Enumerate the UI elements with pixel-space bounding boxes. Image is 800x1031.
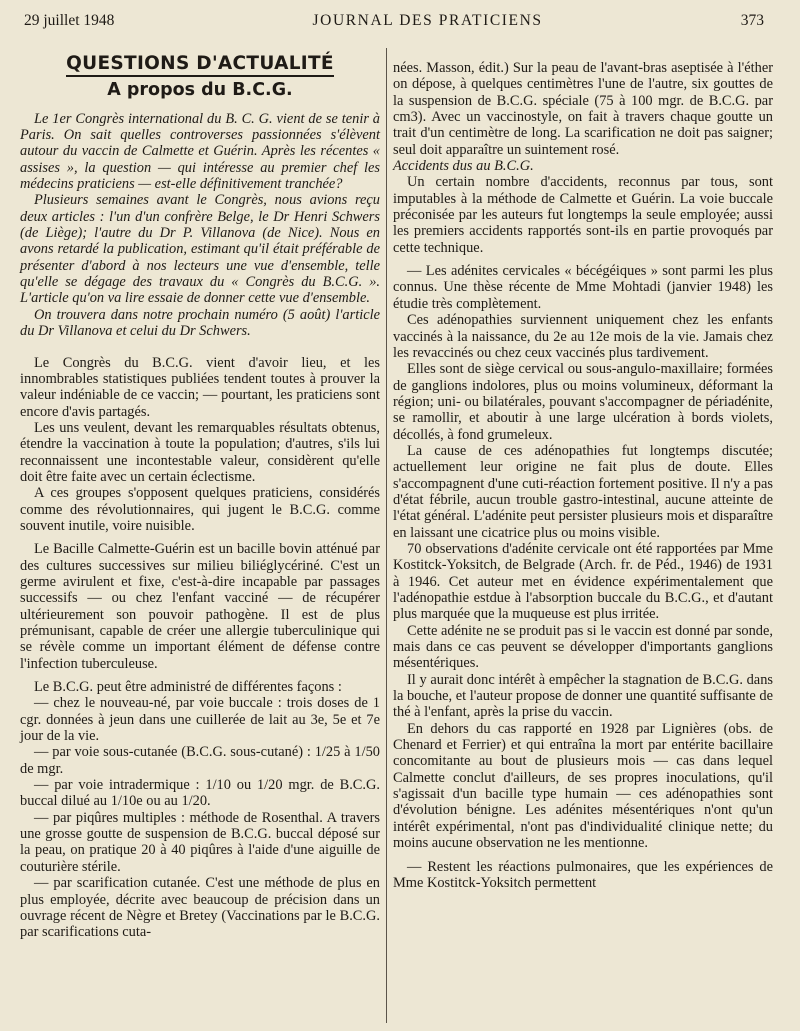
issue-date: 29 juillet 1948 xyxy=(24,12,115,29)
right-column xyxy=(393,60,773,891)
body-paragraph: Le B.C.G. peut être administré de différentes façons : xyxy=(34,679,342,696)
body-paragraph: — Restent les réactions pulmonaires, que les expériences de Mme Kostitck-Yoksitch permettent xyxy=(393,858,773,891)
journal-title: JOURNAL DES PRATICIENS xyxy=(312,12,543,29)
body-paragraph: — Les adénites cervicales « bécégéiques » sont parmi les plus connus. Une thèse récente de Mme Mohtadi (janvier 1948) les étudie très complètement. xyxy=(393,263,773,312)
body-paragraph: Elles sont de siège cervical ou sous-angulo-maxillaire; formées de ganglions indolores, plus ou moins volumineux, déformant la région; uni- ou bilatérales, pouvant s'accompagner de périadénite, se ramollir, et aboutir à une large ulcération à bords violets, décollés, à fond grumeleux. xyxy=(393,361,773,443)
running-header xyxy=(24,12,764,34)
body-paragraph: Un certain nombre d'accidents, reconnus par tous, sont imputables à la méthode de Calmette et Guérin. La voie buccale préconisée par les auteurs fut longtemps la seule employée; aussi les premiers accidents rapportés sont-ils en partie provoqués par cette technique. xyxy=(393,174,773,256)
intro-paragraph: Le 1er Congrès international du B. C. G. vient de se tenir à Paris. On sait quelles controverses passionnées s'élèvent autour du vaccin de Calmette et Guérin. Après les récentes « assises », la question — qui intéresse au premier chef les médecins praticiens — est-elle définitivement tranchée? xyxy=(20,110,380,193)
left-column xyxy=(20,46,380,941)
page-number: 373 xyxy=(740,12,764,29)
body-paragraph: Les uns veulent, devant les remarquables résultats obtenus, étendre la vaccination à toute la population; d'autres, s'ils lui reconnaissent une incontestable valeur, considèrent qu'elle doit être faite avec un certain éclectisme. xyxy=(20,419,380,485)
body-paragraph: En dehors du cas rapporté en 1928 par Lignières (obs. de Chenard et Ferrier) et qui entraîna la mort par entérite bacillaire concomitante au bout de plusieurs mois — cas dans lequel Calmette conclut d'ailleurs, de ses propres inoculations, qu'il s'agissait d'un bacille type humain — ces adénopathies sont d'évolution bénigne. Les adénites mésentériques n'ont qu'un intérêt expérimental, n'ont pas d'individualité clinique nette; du moins aucune observation ne les mentionne. xyxy=(393,720,773,852)
subsection-heading: Accidents dus au B.C.G. xyxy=(393,158,534,175)
body-paragraph: 70 observations d'adénite cervicale ont été rapportées par Mme Kostitck-Yoksitch, de Belgrade (Arch. fr. de Péd., 1946) de 1931 à 1946. Cet auteur met en évidence expérimentalement que l'adénopathie estdue à l'absorption buccale du B.C.G., et d'autant plus marquée que la muqueuse est plus irritée. xyxy=(393,540,773,623)
body-paragraph: nées. Masson, édit.) Sur la peau de l'avant-bras aseptisée à l'éther on dépose, à quelques centimètres l'une de l'autre, six gouttes de la suspension de B.C.G. spéciale (75 à 100 mgr. de B.C.G. par cm3). Avec un vaccinostyle, on fait à travers chaque goutte un trait d'un centimètre de long. La scarification ne doit pas saigner; seul doit apparaître un suintement rosé. xyxy=(393,60,773,158)
list-item: — par piqûres multiples : méthode de Rosenthal. A travers une grosse goutte de suspension de B.C.G. buccal déposé sur la peau, on pratique 20 à 40 piqûres à l'aide d'une aiguille de couturière stérile. xyxy=(20,809,380,875)
list-item: — par voie intradermique : 1/10 ou 1/20 mgr. de B.C.G. buccal dilué au 1/10e ou au 1/20. xyxy=(20,777,380,810)
list-item: — chez le nouveau-né, par voie buccale : trois doses de 1 cgr. données à jeun dans une cuillerée de lait au 3e, 5e et 7e jour de la vie. xyxy=(20,695,380,745)
intro-paragraph: Plusieurs semaines avant le Congrès, nous avions reçu deux articles : l'un d'un confrère Belge, le Dr Henri Schwers (de Liège); l'autre du Dr P. Villanova (de Nice). Nous en avons retardé la publication, estimant qu'il était préférable de présenter d'abord à nos lecteurs une vue d'ensemble, telle qu'elle se dégage des travaux du « Congrès du B.C.G. ». L'article qu'on va lire essaie de donner cette vue d'ensemble. xyxy=(20,192,380,307)
list-item: — par voie sous-cutanée (B.C.G. sous-cutané) : 1/25 à 1/50 de mgr. xyxy=(20,744,380,777)
column-divider xyxy=(386,48,387,1023)
intro-paragraph: On trouvera dans notre prochain numéro (5 août) l'article du Dr Villanova et celui du Dr Schwers. xyxy=(20,306,380,340)
body-paragraph: La cause de ces adénopathies fut longtemps discutée; actuellement leur origine ne fait plus de doute. Elles s'accompagnent d'une cuti-réaction fortement positive. Il n'y a pas d'état fébrile, aucun trouble gastro-intestinal, aucune atteinte de l'état général. L'adénite peut persister plusieurs mois et disparaître en laissant une cicatrice plus ou moins visible. xyxy=(393,442,773,541)
section-heading: QUESTIONS D'ACTUALITÉ xyxy=(20,56,380,72)
article-title: A propos du B.C.G. xyxy=(107,80,293,101)
body-paragraph: Cette adénite ne se produit pas si le vaccin est donné par sonde, mais dans ce cas peuvent se développer d'importants ganglions mésentériques. xyxy=(393,622,773,672)
body-paragraph: Il y aurait donc intérêt à empêcher la stagnation de B.C.G. dans la bouche, et l'auteur propose de donner une quantité suffisante de thé à l'enfant, après la prise du vaccin. xyxy=(393,671,773,721)
body-paragraph: Ces adénopathies surviennent uniquement chez les enfants vaccinés à la naissance, du 2e au 12e mois de la vie. Jamais chez les revaccinés ou chez ceux vaccinés plus tardivement. xyxy=(393,312,773,361)
body-paragraph: Le Bacille Calmette-Guérin est un bacille bovin atténué par des cultures successives sur milieu biliéglycériné. C'est un germe avirulent et fixe, c'est-à-dire incapable par passages successifs — ou chez l'enfant vacciné — de récupérer ultérieurement son pouvoir pathogène. Il est de plus prémunisant, capable de créer une allergie tuberculinique qui se révèle comme un important élément de défense contre l'infection tuberculeuse. xyxy=(20,541,380,672)
body-paragraph: A ces groupes s'opposent quelques praticiens, considérés comme des révolutionnaires, qui jugent le B.C.G. comme souvent inutile, voire nuisible. xyxy=(20,485,380,534)
list-item: — par scarification cutanée. C'est une méthode de plus en plus employée, décrite avec beaucoup de précision dans un ouvrage récent de Nègre et Bretey (Vaccinations par le B.C.G. par scarifications cuta- xyxy=(20,875,380,941)
body-paragraph: Le Congrès du B.C.G. vient d'avoir lieu, et les innombrables statistiques publiées tendent toutes à prouver la valeur indéniable de ce vaccin; — pourtant, les praticiens sont encore d'avis partagés. xyxy=(20,354,380,420)
